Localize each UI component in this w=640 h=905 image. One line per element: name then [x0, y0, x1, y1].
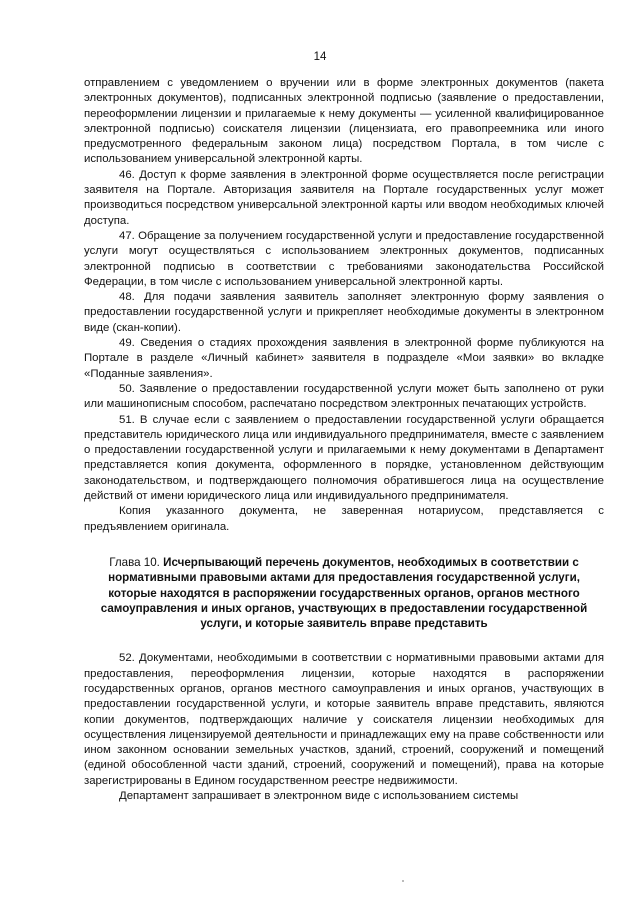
- chapter-number: Глава 10.: [109, 555, 160, 569]
- chapter-title: Исчерпывающий перечень документов, необходимых в соответствии с нормативными правовыми актами для предоставления государственной услуги, которые находятся в распоряжении государственных органов, органов местного самоуправления и иных органов, участвующих в предоставлении государственной услуги, и которые заявитель вправе представить: [100, 555, 588, 631]
- paragraph-46: 46. Доступ к форме заявления в электронной форме осуществляется после регистрации заявителя на Портале. Авторизация заявителя на Портале государственных услуг может производиться посредством универсальной электронной карты или вводом необходимых ключей доступа.: [84, 168, 604, 227]
- paragraph-47: 47. Обращение за получением государственной услуги и предоставление государственной услуги могут осуществляться с использованием электронных документов, подписанных электронной подписью в соответствии с требованиями законодательства Российской Федерации, в том числе с использованием универсальной электронной карты.: [84, 229, 604, 288]
- paragraph-51: 51. В случае если с заявлением о предоставлении государственной услуги обращается представитель юридического лица или индивидуального предпринимателя, вместе с заявлением о предоставлении государственной услуги и прилагаемыми к нему документами в Департамент представляется копия документа, оформленного в порядке, установленном действующим законодательством, и подтверждающего полномочия обратившегося лица на осуществление действий от имени юридического лица или индивидуального предпринимателя.: [84, 413, 604, 503]
- document-body: [84, 76, 604, 804]
- paragraph-49: 49. Сведения о стадиях прохождения заявления в электронной форме публикуются на Портале в разделе «Личный кабинет» заявителя в подразделе «Мои заявки» во вкладке «Поданные заявления».: [84, 337, 604, 380]
- paragraph-52: 52. Документами, необходимыми в соответствии с нормативными правовыми актами для предоставления, переоформления лицензии, которые находятся в распоряжении государственных органов, органов местного самоуправления и иных органов, участвующих в предоставлении государственной услуги, и которые заявитель вправе представить, являются копии документов, подтверждающих наличие у соискателя лицензии необходимых для осуществления лицензируемой деятельности и принадлежащих ему на праве собственности или ином законном основании земельных участков, зданий, строений, сооружений и помещений (единой обособленной части зданий, строений, сооружений и помещений), права на которые зарегистрированы в Едином государственном реестре недвижимости.: [84, 652, 604, 787]
- chapter-heading: [84, 555, 604, 631]
- paragraph-48: 48. Для подачи заявления заявитель заполняет электронную форму заявления о предоставлении государственной услуги и прикрепляет необходимые документы в электронном виде (скан-копии).: [84, 291, 604, 334]
- scan-speck: [402, 880, 404, 882]
- paragraph-50: 50. Заявление о предоставлении государственной услуги может быть заполнено от руки или машинописным способом, распечатано посредством электронных печатающих устройств.: [84, 382, 604, 411]
- paragraph-copy-note: Копия указанного документа, не заверенная нотариусом, представляется с предъявлением оригинала.: [84, 505, 604, 533]
- page-number: 14: [313, 51, 327, 63]
- paragraph-department: Департамент запрашивает в электронном виде с использованием системы: [119, 790, 519, 803]
- paragraph-continuation: отправлением с уведомлением о вручении или в форме электронных документов (пакета электронных документов), подписанных электронной подписью (заявление о предоставлении, переоформлении лицензии и прилагаемые к нему документы — усиленной квалифицированное электронной подписью) соискателя лицензии (лицензиата, его правопреемника или иного предусмотренного федеральным законом лица) посредством Портала, в том числе с использованием универсальной электронной карты.: [84, 77, 604, 166]
